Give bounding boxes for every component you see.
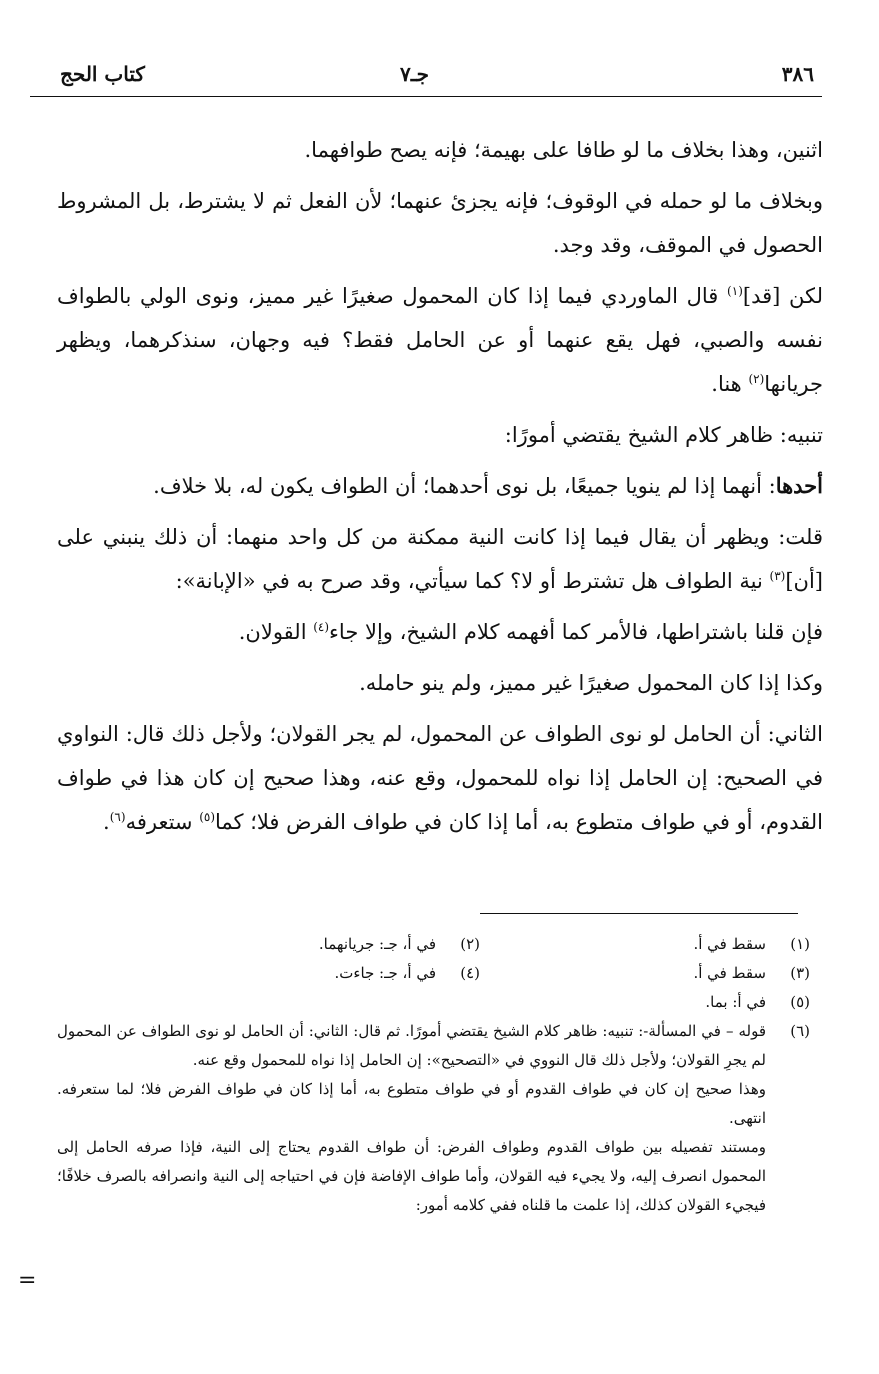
paragraph xyxy=(57,712,823,844)
footnote-text: في أ، جـ: جاءت. xyxy=(334,964,436,982)
page-number: ٣٨٦ xyxy=(781,62,814,86)
paragraph: اثنين، وهذا بخلاف ما لو طافا على بهيمة؛ فإنه يصح طوافهما. xyxy=(304,138,823,162)
footnote-marker: (٢) xyxy=(748,372,765,386)
text-run: فإن قلنا باشتراطها، فالأمر كما أفهمه كلام الشيخ، وإلا جاء xyxy=(329,620,823,644)
paragraph xyxy=(57,274,823,406)
text-run: الثاني: أن الحامل لو نوى الطواف عن المحمول، لم يجر القولان؛ ولأجل ذلك قال: النواوي في الصحيح: إن الحامل إذا نواه للمحمول، وقع عنه، وهذا صحيح إن كان هذا في طواف القدوم، أو في طواف متطوع به، أما إذا كان في طواف الفرض فلا؛ كما xyxy=(57,722,823,834)
footnote-marker: (٣) xyxy=(769,569,786,583)
paragraph: وبخلاف ما لو حمله في الوقوف؛ فإنه يجزئ عنهما؛ لأن الفعل ثم لا يشترط، بل المشروط الحصول في الموقف، وقد وجد. xyxy=(57,189,823,257)
text-run: : أنهما إذا لم ينويا جميعًا، بل نوى أحدهما؛ أن الطواف يكون له، بلا خلاف. xyxy=(153,474,776,498)
text-run: ستعرفه xyxy=(125,810,200,834)
footnote-marker: (٦) xyxy=(109,810,126,824)
item-lead: أحدها xyxy=(775,473,823,498)
footnote-number: (٥) xyxy=(790,993,810,1011)
footnotes xyxy=(57,930,810,1220)
footnote-row xyxy=(57,930,810,959)
footnote-separator xyxy=(480,913,798,914)
footnote-6 xyxy=(57,1017,810,1220)
footnote-2 xyxy=(150,930,480,959)
text-run: قال الماوردي فيما إذا كان المحمول صغيرًا غير مميز، ونوى الولي بالطواف نفسه والصبي، فهل يقع عنهما أو عن الحامل فقط؟ فيه وجهان، سنذكرهما، ويظهر جريانها xyxy=(57,284,823,396)
paragraph xyxy=(57,515,823,603)
footnote-text: في أ، جـ: جريانهما. xyxy=(318,935,436,953)
text-run: نية الطواف هل تشترط أو لا؟ كما سيأتي، وقد صرح به في «الإبانة»: xyxy=(175,569,770,593)
footnote-paragraph: قوله – في المسألة-: تنبيه: ظاهر كلام الشيخ يقتضي أمورًا. ثم قال: الثاني: أن الحامل لو نوى الطواف عن المحمول لم يجرِ القولان؛ ولأجل ذلك قال النووي في «التصحيح»: إن الحامل إذا نواه للمحمول وقع عنه. xyxy=(57,1022,766,1069)
footnote-text xyxy=(57,1017,766,1220)
paragraph xyxy=(57,464,823,508)
footnote-number: (٦) xyxy=(790,1022,810,1040)
footnote-text: سقط في أ. xyxy=(693,964,766,982)
footnote-number: (٢) xyxy=(460,935,480,953)
text-run: القولان. xyxy=(238,620,314,644)
text-run: لكن [قد] xyxy=(742,284,823,308)
footnote-marker: (١) xyxy=(727,284,743,298)
volume-label: جـ٧ xyxy=(400,62,429,86)
footnote-number: (١) xyxy=(790,935,810,953)
text-run: قلت: ويظهر أن يقال فيما إذا كانت النية ممكنة من كل واحد منهما: أن ذلك ينبني على [أن] xyxy=(57,525,823,593)
footnote-number: (٤) xyxy=(460,964,480,982)
paragraph: تنبيه: ظاهر كلام الشيخ يقتضي أمورًا: xyxy=(504,423,823,447)
paragraph: وكذا إذا كان المحمول صغيرًا غير مميز، ولم ينو حامله. xyxy=(359,671,823,695)
continuation-mark: = xyxy=(18,1268,37,1293)
footnote-number: (٣) xyxy=(790,964,810,982)
page-header xyxy=(30,56,822,97)
footnote-paragraph: ومستند تفصيله بين طواف القدوم وطواف الفرض: أن طواف القدوم يحتاج إلى النية، فإذا صرفه الحامل إلى المحمول انصرف إليه، ولا يجيء فيه القولان، وأما طواف الإفاضة فإن في احتياجه إلى النية وانصرافه بالصرف خلافًا؛ فيجيء القولان كذلك، إذا علمت ما قلناه ففي كلامه أمور: xyxy=(57,1138,766,1214)
footnote-row xyxy=(57,959,810,988)
text-run: . xyxy=(103,810,110,834)
footnote-marker: (٥) xyxy=(199,810,216,824)
footnote-4 xyxy=(150,959,480,988)
footnote-paragraph: وهذا صحيح إن كان في طواف القدوم أو في طواف متطوع به، أما إذا كان في طواف الفرض فلا؛ لما ستعرفه. انتهى. xyxy=(57,1080,766,1127)
footnote-marker: (٤) xyxy=(313,620,330,634)
footnote-3 xyxy=(480,959,810,988)
footnote-text: في أ: بما. xyxy=(705,993,766,1011)
footnote-5 xyxy=(57,988,810,1017)
paragraph xyxy=(57,610,823,654)
footnote-1 xyxy=(480,930,810,959)
footnote-text: سقط في أ. xyxy=(693,935,766,953)
book-title: كتاب الحج xyxy=(60,62,145,86)
main-text xyxy=(57,128,823,851)
text-run: هنا. xyxy=(711,372,749,396)
